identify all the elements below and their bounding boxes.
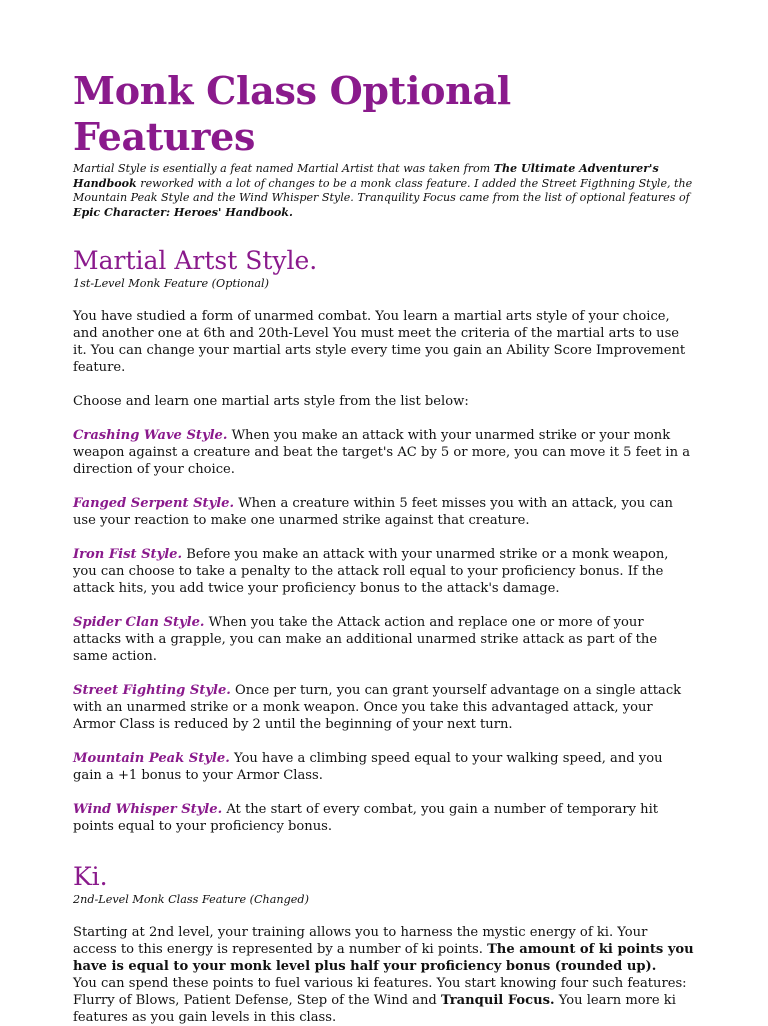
intro-text-1: Martial Style is esentially a feat named Martial Artist that was taken from (73, 162, 494, 175)
section-subtitle-ki: 2nd-Level Monk Class Feature (Changed) (73, 893, 309, 907)
style-name: Crashing Wave Style. (73, 428, 228, 444)
style-name: Street Fighting Style. (73, 683, 231, 699)
ki-text-1b-bold: The amount of ki points you have is equal to your monk level plus half your proficiency bonus (rounded up). (73, 942, 694, 975)
style-name: Fanged Serpent Style. (73, 496, 235, 512)
style-text: Before you make an attack with your unarmed strike or a monk weapon, you can choose to take a penalty to the attack roll equal to your proficiency bonus. If the attack hits, you add twice your proficiency bonus to the attack's damage. (73, 547, 669, 597)
style-text: When you take the Attack action and replace one or more of your attacks with a grapple, you can make an additional unarmed strike attack as part of the same action. (73, 615, 658, 665)
style-name: Wind Whisper Style. (73, 802, 223, 818)
intro-book-2: Epic Character: Heroes' Handbook. (73, 205, 293, 219)
intro-text-2: reworked with a lot of changes to be a monk class feature. I added the Street Figthning Style, the Mountain Peak Style and the Wind Whisper Style. Tranquility Focus came from the list of optional features of (73, 176, 693, 205)
page-title: Monk Class Optional Features (73, 68, 511, 159)
style-text: You have a climbing speed equal to your walking speed, and you gain a +1 bonus to your Armor Class. (73, 751, 663, 784)
ki-paragraph-1 (73, 924, 695, 975)
style-name: Iron Fist Style. (73, 547, 183, 563)
section-title-ki: Ki. (73, 862, 108, 892)
ki-text-2c: You learn more ki features as you gain levels in this class. (73, 993, 676, 1026)
intro-book-1: The Ultimate Adventurer's Handbook (73, 162, 659, 190)
style-name: Spider Clan Style. (73, 615, 205, 631)
martial-paragraph-2: Choose and learn one martial arts style from the list below: (73, 394, 469, 410)
style-wind-whisper (73, 801, 695, 835)
ki-paragraph-2 (73, 975, 695, 1026)
style-fanged-serpent (73, 495, 695, 529)
martial-paragraph-1: You have studied a form of unarmed combat. You learn a martial arts style of your choice, and another one at 6th and 20th-Level You must meet the criteria of the martial arts to use it. You can change your martial arts style every time you gain an Ability Score Improvement feature. (73, 309, 686, 376)
style-mountain-peak (73, 750, 695, 784)
section-subtitle-martial: 1st-Level Monk Feature (Optional) (73, 277, 269, 291)
ki-text-2a: You can spend these points to fuel various ki features. You start knowing four such features: Flurry of Blows, Patient Defense, Step of the Wind and (73, 976, 687, 1009)
section-title-martial: Martial Artst Style. (73, 246, 318, 276)
style-street-fighting (73, 682, 695, 733)
style-text: When a creature within 5 feet misses you with an attack, you can use your reaction to make one unarmed strike against that creature. (73, 496, 673, 529)
style-spider-clan (73, 614, 695, 665)
ki-text-2b-bold: Tranquil Focus. (440, 993, 555, 1009)
style-name: Mountain Peak Style. (73, 751, 230, 767)
style-iron-fist (73, 546, 695, 597)
style-text: At the start of every combat, you gain a number of temporary hit points equal to your proficiency bonus. (73, 802, 659, 835)
ki-text-1a: Starting at 2nd level, your training allows you to harness the mystic energy of ki. Your access to this energy is represented by a number of ki points. (73, 925, 648, 958)
style-text: Once per turn, you can grant yourself advantage on a single attack with an unarmed strike or a monk weapon. Once you take this advantaged attack, your Armor Class is reduced by 2 until the beginning of your next turn. (73, 683, 682, 733)
style-crashing-wave (73, 427, 695, 478)
style-text: When you make an attack with your unarmed strike or your monk weapon against a creature and beat the target's AC by 5 or more, you can move it 5 feet in a direction of your choice. (73, 428, 690, 478)
intro-paragraph (73, 162, 695, 220)
